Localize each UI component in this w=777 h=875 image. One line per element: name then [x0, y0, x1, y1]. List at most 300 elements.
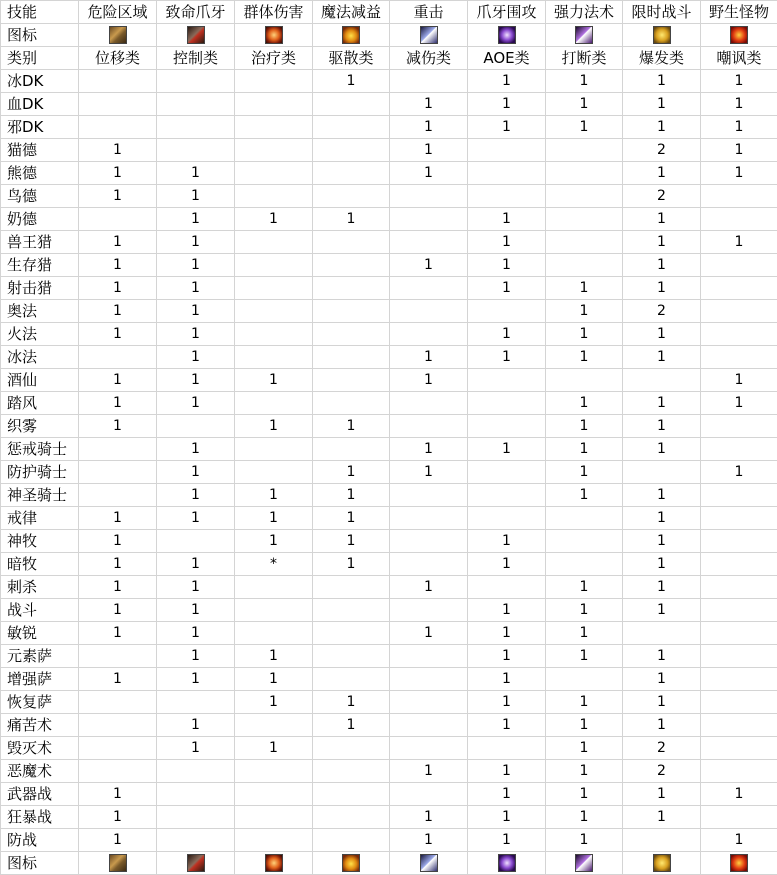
- value-cell[interactable]: 1: [157, 300, 235, 323]
- value-cell[interactable]: [235, 714, 313, 737]
- value-cell[interactable]: [235, 277, 313, 300]
- value-cell[interactable]: 1: [235, 415, 313, 438]
- value-cell[interactable]: 1: [79, 599, 157, 622]
- spec-name-cell[interactable]: 火法: [1, 323, 79, 346]
- value-cell[interactable]: [313, 346, 390, 369]
- value-cell[interactable]: 1: [468, 622, 546, 645]
- value-cell[interactable]: [623, 461, 701, 484]
- value-cell[interactable]: [701, 668, 777, 691]
- value-cell[interactable]: [313, 668, 390, 691]
- value-cell[interactable]: [313, 737, 390, 760]
- value-cell[interactable]: [313, 622, 390, 645]
- value-cell[interactable]: [546, 553, 623, 576]
- value-cell[interactable]: 1: [546, 714, 623, 737]
- value-cell[interactable]: [390, 645, 468, 668]
- value-cell[interactable]: [390, 70, 468, 93]
- value-cell[interactable]: [701, 530, 777, 553]
- value-cell[interactable]: 1: [390, 576, 468, 599]
- value-cell[interactable]: 1: [235, 484, 313, 507]
- icon-cell[interactable]: [701, 852, 777, 875]
- spec-name-cell[interactable]: 防战: [1, 829, 79, 852]
- value-cell[interactable]: 1: [79, 323, 157, 346]
- spec-name-cell[interactable]: 酒仙: [1, 369, 79, 392]
- value-cell[interactable]: [235, 438, 313, 461]
- value-cell[interactable]: 1: [546, 645, 623, 668]
- value-cell[interactable]: [157, 116, 235, 139]
- value-cell[interactable]: [235, 231, 313, 254]
- value-cell[interactable]: 1: [390, 254, 468, 277]
- value-cell[interactable]: 1: [79, 668, 157, 691]
- value-cell[interactable]: 1: [157, 484, 235, 507]
- value-cell[interactable]: 1: [235, 208, 313, 231]
- value-cell[interactable]: 1: [390, 622, 468, 645]
- spec-name-cell[interactable]: 射击猎: [1, 277, 79, 300]
- value-cell[interactable]: [546, 254, 623, 277]
- icon-cell[interactable]: [623, 852, 701, 875]
- icon-cell[interactable]: [235, 852, 313, 875]
- value-cell[interactable]: 1: [468, 530, 546, 553]
- value-cell[interactable]: [390, 714, 468, 737]
- value-cell[interactable]: 1: [623, 507, 701, 530]
- value-cell[interactable]: [701, 691, 777, 714]
- value-cell[interactable]: [79, 116, 157, 139]
- value-cell[interactable]: 1: [701, 93, 777, 116]
- value-cell[interactable]: [468, 185, 546, 208]
- value-cell[interactable]: [701, 254, 777, 277]
- value-cell[interactable]: [313, 185, 390, 208]
- category-cell[interactable]: 控制类: [157, 47, 235, 70]
- value-cell[interactable]: 1: [623, 415, 701, 438]
- icon-cell[interactable]: [623, 24, 701, 47]
- icon-label-cell[interactable]: 图标: [1, 24, 79, 47]
- value-cell[interactable]: [701, 346, 777, 369]
- value-cell[interactable]: [546, 162, 623, 185]
- value-cell[interactable]: 1: [390, 806, 468, 829]
- value-cell[interactable]: [313, 438, 390, 461]
- spec-name-cell[interactable]: 冰DK: [1, 70, 79, 93]
- value-cell[interactable]: 1: [546, 737, 623, 760]
- value-cell[interactable]: 1: [313, 484, 390, 507]
- value-cell[interactable]: [235, 116, 313, 139]
- value-cell[interactable]: 1: [157, 668, 235, 691]
- value-cell[interactable]: 1: [468, 116, 546, 139]
- value-cell[interactable]: 1: [546, 576, 623, 599]
- value-cell[interactable]: 1: [623, 553, 701, 576]
- value-cell[interactable]: 1: [546, 70, 623, 93]
- value-cell[interactable]: 1: [390, 829, 468, 852]
- value-cell[interactable]: 1: [468, 806, 546, 829]
- value-cell[interactable]: [313, 369, 390, 392]
- value-cell[interactable]: 1: [157, 645, 235, 668]
- value-cell[interactable]: [701, 737, 777, 760]
- category-cell[interactable]: 打断类: [546, 47, 623, 70]
- value-cell[interactable]: 1: [313, 415, 390, 438]
- value-cell[interactable]: [157, 829, 235, 852]
- skill-header-cell[interactable]: 魔法减益: [313, 1, 390, 24]
- value-cell[interactable]: [468, 461, 546, 484]
- value-cell[interactable]: 1: [701, 829, 777, 852]
- category-cell[interactable]: 驱散类: [313, 47, 390, 70]
- value-cell[interactable]: 1: [623, 576, 701, 599]
- value-cell[interactable]: 1: [157, 369, 235, 392]
- spec-name-cell[interactable]: 恢复萨: [1, 691, 79, 714]
- category-cell[interactable]: 减伤类: [390, 47, 468, 70]
- value-cell[interactable]: 1: [390, 93, 468, 116]
- value-cell[interactable]: 1: [623, 208, 701, 231]
- value-cell[interactable]: 1: [623, 806, 701, 829]
- value-cell[interactable]: 2: [623, 300, 701, 323]
- value-cell[interactable]: [313, 300, 390, 323]
- value-cell[interactable]: 1: [157, 208, 235, 231]
- value-cell[interactable]: [390, 300, 468, 323]
- value-cell[interactable]: 1: [79, 507, 157, 530]
- header-label-cell[interactable]: 技能: [1, 1, 79, 24]
- value-cell[interactable]: 1: [701, 369, 777, 392]
- value-cell[interactable]: 1: [390, 346, 468, 369]
- value-cell[interactable]: [546, 139, 623, 162]
- category-cell[interactable]: 治疗类: [235, 47, 313, 70]
- value-cell[interactable]: 1: [701, 231, 777, 254]
- value-cell[interactable]: [313, 806, 390, 829]
- value-cell[interactable]: [313, 162, 390, 185]
- value-cell[interactable]: 1: [235, 645, 313, 668]
- value-cell[interactable]: 1: [468, 346, 546, 369]
- value-cell[interactable]: [157, 691, 235, 714]
- value-cell[interactable]: [313, 760, 390, 783]
- value-cell[interactable]: [79, 93, 157, 116]
- value-cell[interactable]: 1: [468, 277, 546, 300]
- value-cell[interactable]: 1: [623, 346, 701, 369]
- spec-name-cell[interactable]: 血DK: [1, 93, 79, 116]
- value-cell[interactable]: [157, 70, 235, 93]
- value-cell[interactable]: 1: [623, 484, 701, 507]
- value-cell[interactable]: [390, 668, 468, 691]
- value-cell[interactable]: [701, 507, 777, 530]
- value-cell[interactable]: [313, 829, 390, 852]
- value-cell[interactable]: 1: [79, 185, 157, 208]
- value-cell[interactable]: 1: [313, 530, 390, 553]
- value-cell[interactable]: 1: [157, 254, 235, 277]
- value-cell[interactable]: [235, 760, 313, 783]
- value-cell[interactable]: 1: [235, 737, 313, 760]
- value-cell[interactable]: [701, 484, 777, 507]
- value-cell[interactable]: [546, 185, 623, 208]
- value-cell[interactable]: 1: [157, 185, 235, 208]
- value-cell[interactable]: 1: [390, 116, 468, 139]
- value-cell[interactable]: 1: [79, 162, 157, 185]
- value-cell[interactable]: 1: [546, 277, 623, 300]
- value-cell[interactable]: [701, 714, 777, 737]
- value-cell[interactable]: 1: [546, 691, 623, 714]
- value-cell[interactable]: 1: [546, 806, 623, 829]
- value-cell[interactable]: 1: [623, 668, 701, 691]
- value-cell[interactable]: 1: [701, 70, 777, 93]
- value-cell[interactable]: 1: [235, 369, 313, 392]
- value-cell[interactable]: [390, 185, 468, 208]
- value-cell[interactable]: [468, 737, 546, 760]
- value-cell[interactable]: [313, 254, 390, 277]
- icon-cell[interactable]: [390, 24, 468, 47]
- spec-name-cell[interactable]: 恶魔术: [1, 760, 79, 783]
- spec-name-cell[interactable]: 敏锐: [1, 622, 79, 645]
- value-cell[interactable]: 1: [701, 392, 777, 415]
- value-cell[interactable]: [235, 254, 313, 277]
- value-cell[interactable]: 1: [79, 622, 157, 645]
- icon-cell[interactable]: [79, 852, 157, 875]
- skill-header-cell[interactable]: 致命爪牙: [157, 1, 235, 24]
- value-cell[interactable]: [235, 622, 313, 645]
- category-cell[interactable]: AOE类: [468, 47, 546, 70]
- value-cell[interactable]: [79, 461, 157, 484]
- value-cell[interactable]: [546, 231, 623, 254]
- value-cell[interactable]: 1: [79, 530, 157, 553]
- value-cell[interactable]: [701, 277, 777, 300]
- spec-name-cell[interactable]: 生存猎: [1, 254, 79, 277]
- icon-cell[interactable]: [313, 24, 390, 47]
- value-cell[interactable]: [235, 162, 313, 185]
- value-cell[interactable]: 1: [468, 829, 546, 852]
- value-cell[interactable]: [701, 576, 777, 599]
- value-cell[interactable]: [313, 277, 390, 300]
- value-cell[interactable]: 1: [701, 139, 777, 162]
- value-cell[interactable]: [235, 599, 313, 622]
- spec-name-cell[interactable]: 兽王猎: [1, 231, 79, 254]
- value-cell[interactable]: [235, 461, 313, 484]
- spec-name-cell[interactable]: 暗牧: [1, 553, 79, 576]
- value-cell[interactable]: [235, 806, 313, 829]
- value-cell[interactable]: 1: [157, 323, 235, 346]
- value-cell[interactable]: 1: [623, 116, 701, 139]
- value-cell[interactable]: 1: [79, 300, 157, 323]
- value-cell[interactable]: [701, 599, 777, 622]
- category-cell[interactable]: 位移类: [79, 47, 157, 70]
- value-cell[interactable]: 1: [468, 714, 546, 737]
- value-cell[interactable]: 1: [701, 162, 777, 185]
- value-cell[interactable]: [468, 576, 546, 599]
- value-cell[interactable]: [235, 392, 313, 415]
- icon-cell[interactable]: [468, 852, 546, 875]
- value-cell[interactable]: [546, 507, 623, 530]
- value-cell[interactable]: [390, 323, 468, 346]
- value-cell[interactable]: 1: [79, 392, 157, 415]
- spec-name-cell[interactable]: 武器战: [1, 783, 79, 806]
- value-cell[interactable]: 1: [546, 461, 623, 484]
- spec-name-cell[interactable]: 神牧: [1, 530, 79, 553]
- value-cell[interactable]: 1: [623, 691, 701, 714]
- value-cell[interactable]: 1: [157, 576, 235, 599]
- value-cell[interactable]: [235, 185, 313, 208]
- value-cell[interactable]: 1: [546, 484, 623, 507]
- value-cell[interactable]: 1: [468, 438, 546, 461]
- value-cell[interactable]: 1: [468, 231, 546, 254]
- value-cell[interactable]: [546, 208, 623, 231]
- spec-name-cell[interactable]: 痛苦术: [1, 714, 79, 737]
- value-cell[interactable]: 1: [546, 783, 623, 806]
- spec-name-cell[interactable]: 戒律: [1, 507, 79, 530]
- value-cell[interactable]: 2: [623, 760, 701, 783]
- value-cell[interactable]: [701, 553, 777, 576]
- value-cell[interactable]: [468, 392, 546, 415]
- value-cell[interactable]: 1: [468, 93, 546, 116]
- value-cell[interactable]: [701, 760, 777, 783]
- spec-name-cell[interactable]: 鸟德: [1, 185, 79, 208]
- value-cell[interactable]: [390, 415, 468, 438]
- skill-header-cell[interactable]: 群体伤害: [235, 1, 313, 24]
- value-cell[interactable]: [157, 783, 235, 806]
- value-cell[interactable]: 1: [546, 323, 623, 346]
- value-cell[interactable]: 1: [235, 530, 313, 553]
- value-cell[interactable]: [313, 116, 390, 139]
- value-cell[interactable]: 1: [157, 737, 235, 760]
- value-cell[interactable]: [701, 622, 777, 645]
- value-cell[interactable]: [313, 645, 390, 668]
- value-cell[interactable]: 1: [546, 622, 623, 645]
- value-cell[interactable]: [701, 645, 777, 668]
- value-cell[interactable]: [313, 599, 390, 622]
- value-cell[interactable]: 1: [623, 231, 701, 254]
- spec-name-cell[interactable]: 战斗: [1, 599, 79, 622]
- value-cell[interactable]: 1: [79, 231, 157, 254]
- value-cell[interactable]: [546, 668, 623, 691]
- value-cell[interactable]: [79, 438, 157, 461]
- value-cell[interactable]: 1: [623, 645, 701, 668]
- icon-cell[interactable]: [546, 24, 623, 47]
- skill-header-cell[interactable]: 重击: [390, 1, 468, 24]
- value-cell[interactable]: 1: [79, 369, 157, 392]
- value-cell[interactable]: 2: [623, 737, 701, 760]
- value-cell[interactable]: 1: [157, 277, 235, 300]
- value-cell[interactable]: 1: [623, 277, 701, 300]
- value-cell[interactable]: [313, 139, 390, 162]
- value-cell[interactable]: 1: [546, 438, 623, 461]
- value-cell[interactable]: 1: [313, 208, 390, 231]
- value-cell[interactable]: [235, 346, 313, 369]
- value-cell[interactable]: [701, 300, 777, 323]
- value-cell[interactable]: 1: [701, 116, 777, 139]
- value-cell[interactable]: 1: [235, 691, 313, 714]
- value-cell[interactable]: 1: [546, 599, 623, 622]
- value-cell[interactable]: [623, 829, 701, 852]
- value-cell[interactable]: 1: [390, 369, 468, 392]
- value-cell[interactable]: 1: [468, 323, 546, 346]
- value-cell[interactable]: 1: [468, 783, 546, 806]
- icon-cell[interactable]: [157, 852, 235, 875]
- value-cell[interactable]: [468, 300, 546, 323]
- value-cell[interactable]: 1: [546, 829, 623, 852]
- value-cell[interactable]: 1: [79, 806, 157, 829]
- value-cell[interactable]: [313, 323, 390, 346]
- value-cell[interactable]: [390, 530, 468, 553]
- value-cell[interactable]: [313, 93, 390, 116]
- value-cell[interactable]: [79, 208, 157, 231]
- value-cell[interactable]: 1: [623, 254, 701, 277]
- spec-name-cell[interactable]: 织雾: [1, 415, 79, 438]
- value-cell[interactable]: [313, 783, 390, 806]
- value-cell[interactable]: [79, 645, 157, 668]
- value-cell[interactable]: 1: [157, 622, 235, 645]
- value-cell[interactable]: [79, 691, 157, 714]
- category-label-cell[interactable]: 类别: [1, 47, 79, 70]
- value-cell[interactable]: 1: [79, 553, 157, 576]
- value-cell[interactable]: [390, 231, 468, 254]
- value-cell[interactable]: [390, 691, 468, 714]
- value-cell[interactable]: 1: [546, 300, 623, 323]
- value-cell[interactable]: [79, 346, 157, 369]
- value-cell[interactable]: [235, 783, 313, 806]
- value-cell[interactable]: [701, 208, 777, 231]
- value-cell[interactable]: [623, 369, 701, 392]
- value-cell[interactable]: [468, 507, 546, 530]
- value-cell[interactable]: [157, 415, 235, 438]
- icon-cell[interactable]: [468, 24, 546, 47]
- spec-name-cell[interactable]: 狂暴战: [1, 806, 79, 829]
- value-cell[interactable]: 1: [79, 415, 157, 438]
- value-cell[interactable]: 1: [79, 277, 157, 300]
- icon-cell[interactable]: [546, 852, 623, 875]
- value-cell[interactable]: 1: [468, 553, 546, 576]
- value-cell[interactable]: [546, 369, 623, 392]
- value-cell[interactable]: 1: [390, 162, 468, 185]
- value-cell[interactable]: 1: [623, 392, 701, 415]
- value-cell[interactable]: [235, 829, 313, 852]
- value-cell[interactable]: [701, 185, 777, 208]
- value-cell[interactable]: 1: [623, 438, 701, 461]
- value-cell[interactable]: 1: [390, 438, 468, 461]
- value-cell[interactable]: 1: [313, 714, 390, 737]
- value-cell[interactable]: [157, 760, 235, 783]
- value-cell[interactable]: 1: [468, 691, 546, 714]
- value-cell[interactable]: 1: [546, 760, 623, 783]
- value-cell[interactable]: 1: [157, 392, 235, 415]
- category-cell[interactable]: 爆发类: [623, 47, 701, 70]
- value-cell[interactable]: [701, 415, 777, 438]
- value-cell[interactable]: [79, 760, 157, 783]
- value-cell[interactable]: 1: [313, 461, 390, 484]
- value-cell[interactable]: [235, 70, 313, 93]
- value-cell[interactable]: [157, 530, 235, 553]
- value-cell[interactable]: 1: [157, 553, 235, 576]
- spec-name-cell[interactable]: 增强萨: [1, 668, 79, 691]
- value-cell[interactable]: [157, 139, 235, 162]
- value-cell[interactable]: [623, 622, 701, 645]
- value-cell[interactable]: 1: [701, 461, 777, 484]
- value-cell[interactable]: 1: [157, 507, 235, 530]
- value-cell[interactable]: [313, 576, 390, 599]
- value-cell[interactable]: 1: [546, 93, 623, 116]
- value-cell[interactable]: 1: [79, 139, 157, 162]
- value-cell[interactable]: [313, 392, 390, 415]
- value-cell[interactable]: 1: [623, 783, 701, 806]
- value-cell[interactable]: 1: [546, 346, 623, 369]
- value-cell[interactable]: 1: [313, 507, 390, 530]
- value-cell[interactable]: [313, 231, 390, 254]
- value-cell[interactable]: 1: [623, 93, 701, 116]
- value-cell[interactable]: 1: [468, 599, 546, 622]
- value-cell[interactable]: 1: [623, 162, 701, 185]
- value-cell[interactable]: [390, 392, 468, 415]
- value-cell[interactable]: [390, 507, 468, 530]
- value-cell[interactable]: [468, 139, 546, 162]
- value-cell[interactable]: 1: [623, 599, 701, 622]
- value-cell[interactable]: 1: [623, 714, 701, 737]
- value-cell[interactable]: 1: [313, 70, 390, 93]
- value-cell[interactable]: 1: [468, 208, 546, 231]
- icon-cell[interactable]: [390, 852, 468, 875]
- value-cell[interactable]: 1: [79, 829, 157, 852]
- value-cell[interactable]: [79, 714, 157, 737]
- spec-name-cell[interactable]: 冰法: [1, 346, 79, 369]
- value-cell[interactable]: [390, 599, 468, 622]
